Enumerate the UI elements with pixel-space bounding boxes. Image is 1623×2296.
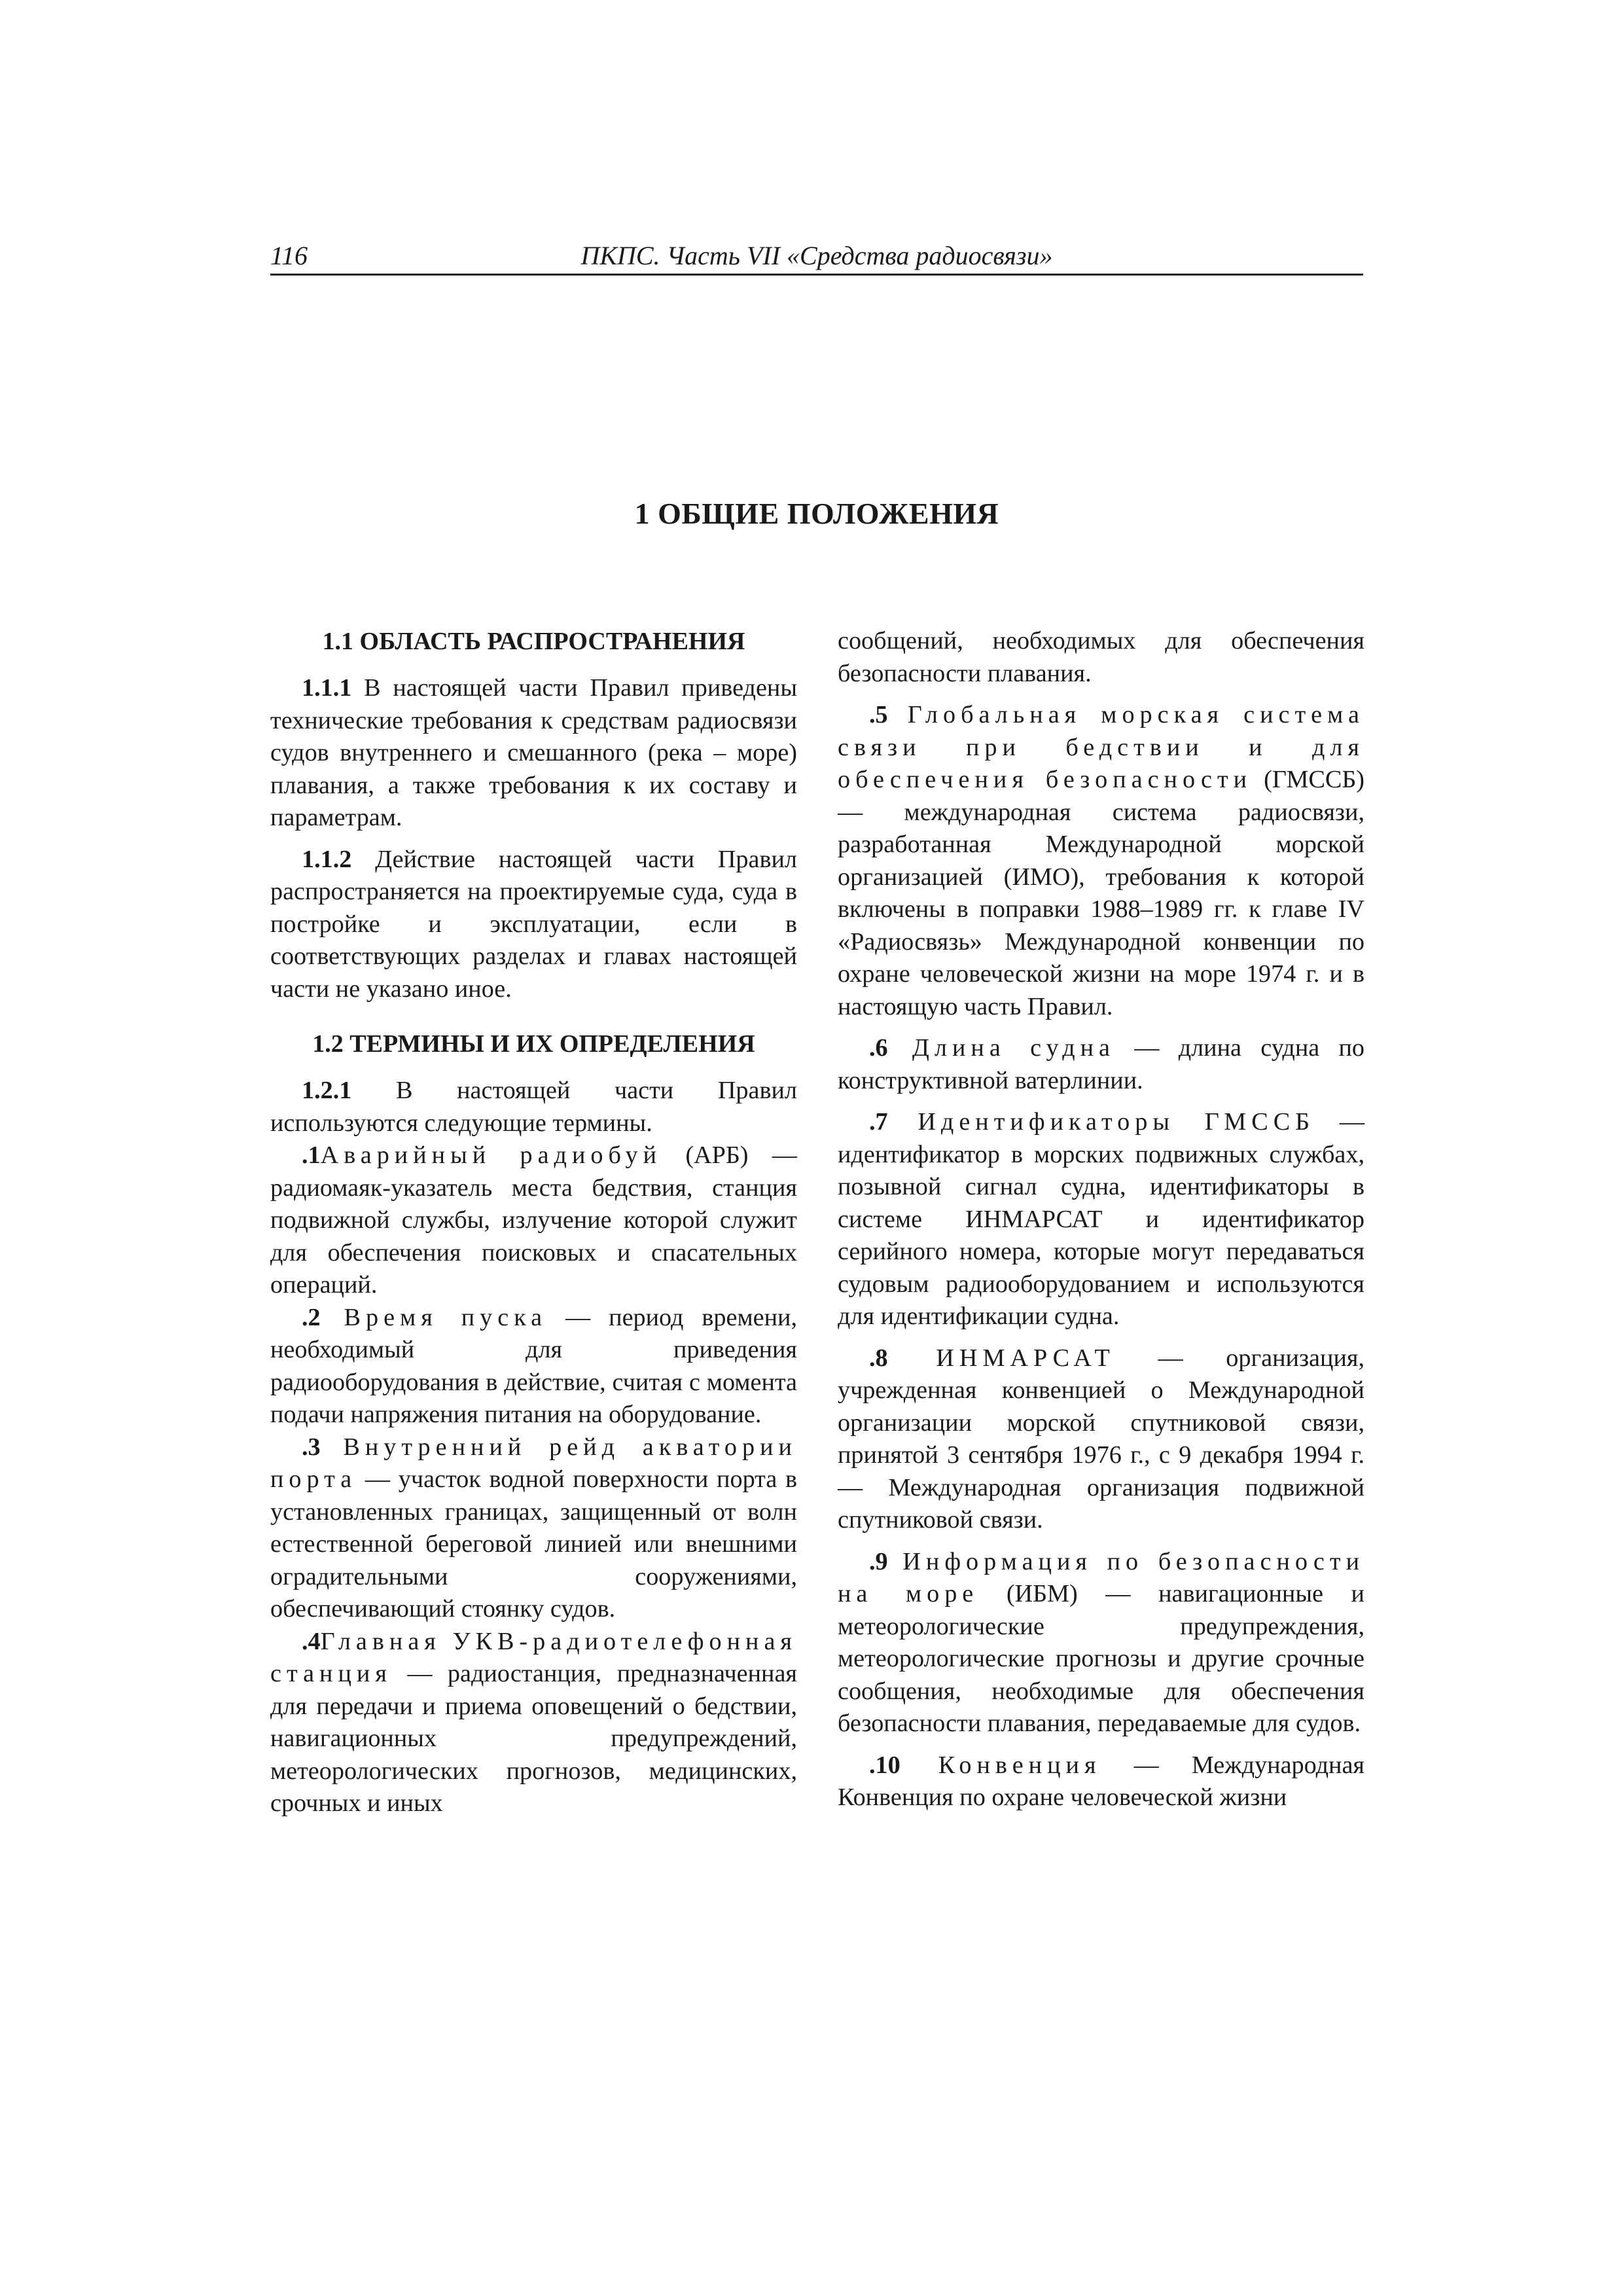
- running-title: ПКПС. Часть VII «Средства радиосвязи»: [580, 241, 1053, 270]
- term-definition-2: [270, 1302, 797, 1431]
- term-text: (АРБ) — радиомаяк-указатель места бедствия, станция подвижной службы, излучение которой служит для обеспечения поисковых и спасательных операций.: [270, 1141, 797, 1299]
- term-definition-3: [270, 1431, 797, 1626]
- section-heading-1-2: 1.2 ТЕРМИНЫ И ИХ ОПРЕДЕЛЕНИЯ: [312, 1030, 755, 1058]
- clause-text: Действие настоящей части Правил распространяется на проектируемые суда, суда в постройке и эксплуатации, если в соответствующих разделах и главах настоящей части не указано иное.: [270, 845, 797, 1003]
- term-text: — идентификатор в морских подвижных службах, позывной сигнал судна, идентификаторы в системе ИНМАРСАТ и идентификатор серийного номера, которые могут передаваться судовым радиооборудованием и используются для идентификации судна.: [838, 1108, 1364, 1330]
- term-number: .6: [869, 1034, 888, 1062]
- term-text: — организация, учрежденная конвенцией о Международной организации морской спутниковой связи, принятой 3 сентября 1976 г., с 9 декабря 1994 г. — Международная организация подвижной спутниковой связи.: [838, 1344, 1364, 1534]
- term-number: .4: [302, 1627, 321, 1655]
- clause-number: 1.1.2: [302, 845, 352, 873]
- section-heading-1-1: 1.1 ОБЛАСТЬ РАСПРОСТРАНЕНИЯ: [322, 628, 745, 655]
- term-definition-1: [270, 1139, 797, 1302]
- term-text: (ИБМ) — навигационные и метеорологические предупреждения, метеорологические прогнозы и другие срочные сообщения, необходимые для обеспечения безопасности плавания, передаваемые для судов.: [838, 1580, 1364, 1737]
- page-number: 116: [270, 241, 308, 270]
- term-definition-7: [838, 1106, 1364, 1333]
- term-number: .10: [869, 1751, 901, 1779]
- term-definition-4: [270, 1626, 797, 1820]
- term-name: Идентификаторы ГМССБ: [887, 1108, 1315, 1136]
- paragraph-1-1-2: [270, 844, 797, 1006]
- clause-number: 1.2.1: [302, 1077, 352, 1104]
- term-definition-9: [838, 1546, 1364, 1740]
- term-text: — участок водной поверхности порта в установленных границах, защищенный от волн естественной береговой линией или внешними оградительными сооружениями, обеспечивающий стоянку судов.: [270, 1465, 797, 1623]
- term-text: (ГМССБ) — международная система радиосвязи, разработанная Международной морской организацией (ИМО), требования к которой включены в поправки 1988–1989 гг. к главе IV «Радиосвязь» Международной конвенции по охране человеческой жизни на море 1974 г. и в настоящую часть Правил.: [838, 766, 1364, 1020]
- paragraph-1-1-1: [270, 672, 797, 834]
- paragraph-1-2-1: [270, 1075, 797, 1139]
- term-definition-8: [838, 1342, 1364, 1537]
- term-name: Длина судна: [887, 1034, 1116, 1062]
- term-text: — Международная Конвенция по охране человеческой жизни: [838, 1751, 1364, 1811]
- term-name: Внутренний рейд акватории порта: [270, 1433, 797, 1493]
- term-name: Главная УКВ-радиотелефонная станция: [270, 1627, 797, 1687]
- term-number: .5: [869, 701, 888, 728]
- term-definition-6: [838, 1032, 1364, 1097]
- term-number: .2: [302, 1303, 321, 1331]
- term-number: .3: [302, 1433, 321, 1461]
- header-rule: [270, 274, 1363, 276]
- clause-text: В настоящей части Правил используются следующие термины.: [270, 1077, 797, 1137]
- term-number: .9: [869, 1547, 888, 1575]
- term-text: — период времени, необходимый для приведения радиооборудования в действие, считая с момента подачи напряжения питания на оборудование.: [270, 1303, 797, 1428]
- term-name: Время пуска: [320, 1303, 548, 1331]
- term-definition-10: [838, 1749, 1364, 1814]
- clause-number: 1.1.1: [302, 674, 352, 702]
- term-name: Конвенция: [900, 1751, 1101, 1779]
- right-column: [838, 625, 1364, 1823]
- page-header: [270, 237, 1363, 275]
- clause-text: В настоящей части Правил приведены технические требования к средствам радиосвязи судов внутреннего и смешанного (река – море) плавания, а также требования к их составу и параметрам.: [270, 674, 797, 831]
- term-definition-5: [838, 699, 1364, 1023]
- term-name: Глобальная морская система связи при бедствии и для обеспечения безопасности: [838, 701, 1364, 793]
- term-number: .8: [869, 1344, 888, 1372]
- term-text: — радиостанция, предназначенная для передачи и приема оповещений о бедствии, навигационных предупреждений, метеорологических прогнозов, медицинских, срочных и иных: [270, 1660, 797, 1817]
- term-name: ИНМАРСАТ: [887, 1344, 1115, 1372]
- chapter-title: 1 ОБЩИЕ ПОЛОЖЕНИЯ: [634, 497, 999, 530]
- term-number: .7: [869, 1108, 888, 1136]
- term-name: Информация по безопасности на море: [838, 1547, 1364, 1607]
- term-number: .1: [302, 1141, 321, 1169]
- left-column: [270, 625, 797, 1820]
- continued-text: сообщений, необходимых для обеспечения безопасности плавания.: [838, 627, 1364, 687]
- term-name: Аварийный радиобуй: [320, 1141, 662, 1169]
- term-text: — длина судна по конструктивной ватерлинии.: [838, 1034, 1364, 1094]
